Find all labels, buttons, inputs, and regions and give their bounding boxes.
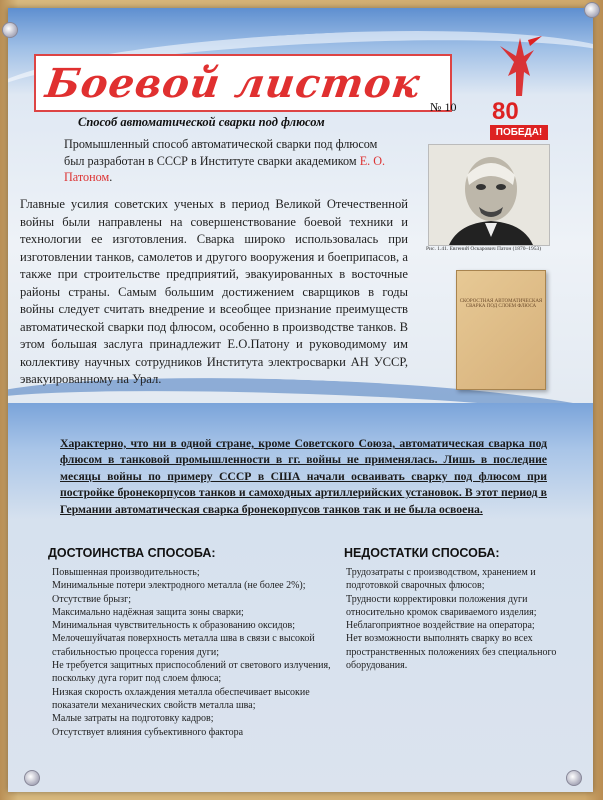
list-item: Минимальная чувствительность к образованию оксидов; [52, 620, 296, 632]
list-item: Малые затраты на подготовку кадров; [52, 713, 214, 725]
list-item: Отсутствие брызг; [52, 593, 131, 605]
logo-number: 80 [492, 98, 519, 125]
intro-text: Промышленный способ автоматической сварки под флюсом был разработан в СССР в Институте сварки академиком [64, 137, 378, 168]
book-cover [456, 270, 546, 390]
list-item: Повышенная производительность; [52, 567, 200, 578]
issue-number: № 10 [430, 100, 457, 114]
list-item: Нет возможности выполнять сварку во всех пространственных положениях без специального оборудования. [346, 633, 557, 672]
poster-sheet [8, 8, 593, 792]
intro-paragraph [64, 136, 394, 186]
list-item: Минимальные потери электродного металла (не более 2%); [52, 580, 306, 592]
pin-icon [584, 2, 600, 18]
book-title: СКОРОСТНАЯ АВТОМАТИЧЕСКАЯ СВАРКА ПОД СЛОЕМ ФЛЮСА [459, 299, 543, 309]
victory-logo [490, 36, 552, 146]
list-item: Максимально надёжная защита зоны сварки; [52, 606, 244, 618]
poster-title: Боевой листок [42, 60, 424, 107]
list-item: Трудности корректировки положения дуги относительно кромок свариваемого изделия; Неблагоприятное воздействие на оператора; [346, 593, 537, 632]
logo-text: ПОБЕДА! [490, 125, 548, 140]
pin-icon [24, 770, 40, 786]
disadvantages-title: НЕДОСТАТКИ СПОСОБА: [344, 546, 500, 560]
highlight-paragraph: Характерно, что ни в одной стране, кроме Советского Союза, автоматическая сварка под флюсом в танковой промышленности в гг. войны не применялась. Лишь в последние месяцы войны по примеру СССР в США начали осваивать сварку под флюсом при постройке бронекорпусов танков и самоходных артиллерийских установок. В этот период в Германии автоматическая сварка бронекорпусов танков так и не была освоена. [60, 437, 547, 516]
advantages-title: ДОСТОИНСТВА СПОСОБА: [48, 546, 216, 560]
paton-name: Е. О. Патоном [64, 153, 386, 184]
portrait-icon [429, 145, 549, 245]
list-item: Низкая скорость охлаждения металла обеспечивает высокие показатели механических свойств металла шва; [52, 686, 310, 711]
paton-portrait [428, 144, 550, 246]
main-paragraph: Главные усилия советских ученых в период Великой Отечественной войны были направлены на совершенствование боевой техники и технологии ее изготовления. Сварка широко использовалась при изготовлении танков, самолетов и другого вооружения и боеприпасов, а также при строительстве предприятий, эвакуированных в восточные районы страны. Самым большим достижением сварщиков в годы войны следует считать внедрение и всеобщее признание преимуществ автоматической сварки под флюсом, особенно в производстве танков. В этом большая заслуга принадлежит Е.О.Патону и руководимому им коллективу научных сотрудников Института электросварки АН УССР, эвакуированному на Урал. [20, 197, 408, 386]
disadvantages-list [346, 566, 568, 672]
advantages-list [52, 566, 342, 739]
list-item: Не требуется защитных приспособлений от светового излучения, поскольку дуга горит под слоем флюса; [52, 660, 331, 685]
intro-end: . [109, 170, 113, 184]
pin-icon [2, 22, 18, 38]
title-banner [34, 54, 452, 112]
list-item: Трудозатраты с производством, хранением и подготовкой сварочных флюсов; [346, 567, 536, 592]
monument-icon [490, 36, 550, 100]
list-item: Мелочешуйчатая поверхность металла шва в связи с высокой стабильностью процесса горения дуги; [52, 633, 315, 658]
poster-subtitle: Способ автоматической сварки под флюсом [78, 115, 325, 129]
list-item: Отсутствует влияния субъективного фактора [52, 726, 244, 738]
portrait-caption: Рис. 1.41. Евгений Оскарович Патон (1870–1953) [426, 246, 542, 252]
pin-icon [566, 770, 582, 786]
